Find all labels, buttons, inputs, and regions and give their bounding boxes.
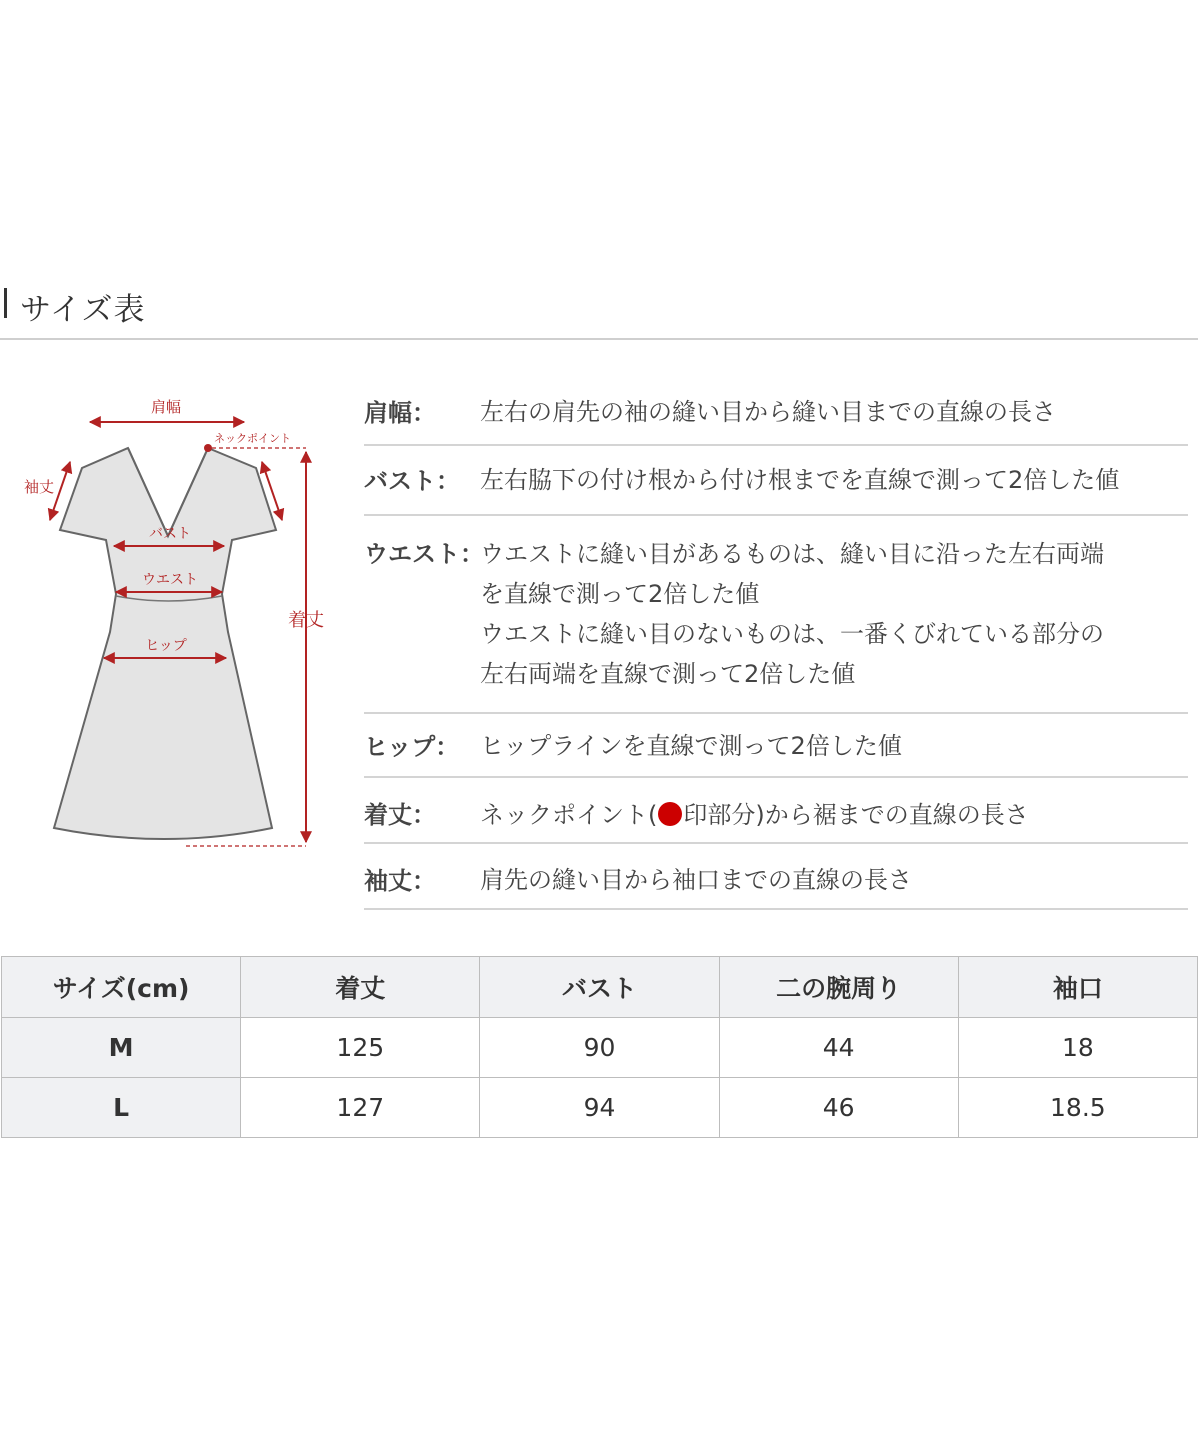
definition-row [364,446,1188,516]
table-cell: 18.5 [958,1078,1197,1138]
size-cell: L [2,1078,241,1138]
column-header: バスト [480,957,719,1018]
table-row [2,1018,1198,1078]
column-header: サイズ(cm) [2,957,241,1018]
definition-description: 左右脇下の付け根から付け根までを直線で測って2倍した値 [480,466,1120,494]
definition-term: ウエスト： [364,540,484,568]
definition-description: ネックポイント( 印部分)から裾までの直線の長さ [480,801,1029,829]
neckpoint-marker-icon [658,802,682,826]
length-label: 着丈 [288,610,324,631]
table-cell: 94 [480,1078,719,1138]
definition-row [364,844,1188,910]
table-cell: 46 [719,1078,958,1138]
table-header-row [2,957,1198,1018]
measurement-definitions [364,392,1188,910]
section-header [0,282,1198,340]
definition-description: ヒップラインを直線で測って2倍した値 [480,732,902,760]
definition-term: 袖丈： [364,867,436,895]
dress-diagram [0,380,340,860]
title-accent-bar [4,288,7,318]
definition-term: バスト： [364,467,460,495]
shoulder-label: 肩幅 [150,398,182,416]
waist-label: ウエスト [142,572,198,588]
definition-term: 肩幅： [364,399,436,427]
table-cell: 44 [719,1018,958,1078]
table-row [2,1078,1198,1138]
neckpoint-label: ネックポイント [214,432,291,445]
page-title: サイズ表 [20,292,146,328]
definition-row [364,714,1188,778]
column-header: 着丈 [241,957,480,1018]
sleeve-label: 袖丈 [24,478,55,496]
definition-row [364,516,1188,714]
neckpoint-dot [204,444,212,452]
column-header: 二の腕周り [719,957,958,1018]
table-cell: 125 [241,1018,480,1078]
definition-term: 着丈： [364,801,436,829]
definition-description: ウエストに縫い目があるものは、縫い目に沿った左右両端 を直線で測って2倍した値 ウエストに縫い目のないものは、一番くびれている部分の 左右両端を直線で測って2倍した値 [480,540,1104,688]
column-header: 袖口 [958,957,1197,1018]
definition-description: 肩先の縫い目から袖口までの直線の長さ [480,866,912,894]
table-cell: 90 [480,1018,719,1078]
definition-row [364,778,1188,844]
bust-label: バスト [149,526,191,542]
size-table [1,956,1198,1138]
definition-term: ヒップ： [364,733,460,761]
table-cell: 127 [241,1078,480,1138]
definition-description: 左右の肩先の袖の縫い目から縫い目までの直線の長さ [480,398,1056,426]
hip-label: ヒップ [145,638,187,654]
table-cell: 18 [958,1018,1197,1078]
definition-row [364,392,1188,446]
size-cell: M [2,1018,241,1078]
